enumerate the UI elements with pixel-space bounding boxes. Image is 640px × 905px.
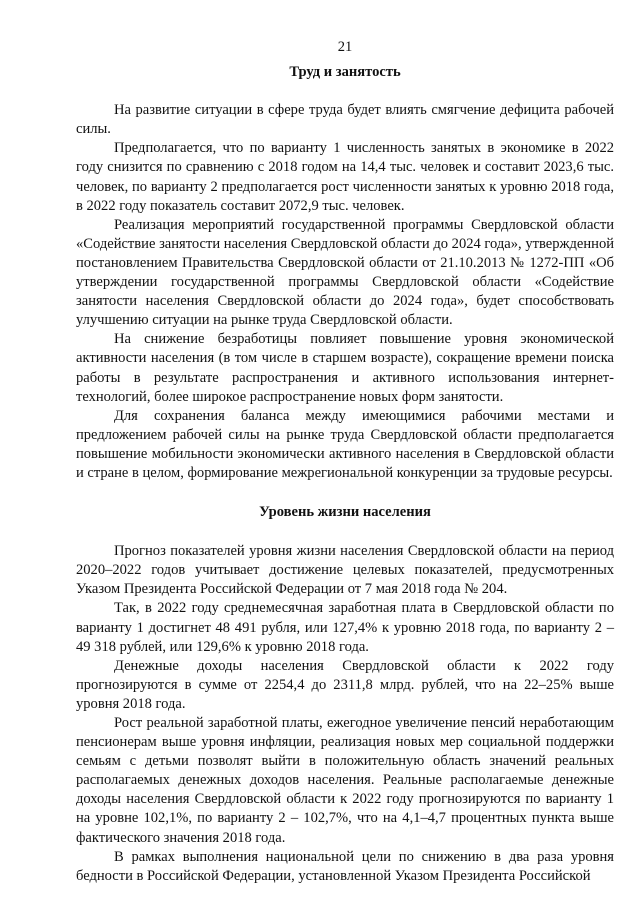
section-title: Труд и занятость: [289, 64, 401, 81]
paragraph: Прогноз показателей уровня жизни населения Свердловской области на период 2020–2022 годов учитывает достижение целевых показателей, предусмотренных Указом Президента Российской Федерации от 7 мая 2018 года № 204.: [76, 543, 614, 598]
paragraph: Денежные доходы населения Свердловской области к 2022 году прогнозируются в сумме от 2254,4 до 2311,8 млрд. рублей, что на 22–25% выше уровня 2018 года.: [76, 657, 614, 712]
paragraph: В рамках выполнения национальной цели по снижению в два раза уровня бедности в Российской Федерации, установленной Указом Президента Российской: [76, 848, 614, 884]
paragraph: Предполагается, что по варианту 1 численность занятых в экономике в 2022 году снизится по сравнению с 2018 годом на 14,4 тыс. человек и составит 2023,6 тыс. человек, по варианту 2 предполагается рост численности занятых к уровню 2018 года, в 2022 году показатель составит 2072,9 тыс. человек.: [76, 140, 614, 214]
page-number: 21: [337, 39, 353, 55]
paragraph: Так, в 2022 году среднемесячная заработная плата в Свердловской области по варианту 1 достигнет 48 491 рубля, или 127,4% к уровню 2018 года, по варианту 2 – 49 318 рублей, или 129,6% к уровню 2018 года.: [76, 600, 614, 655]
paragraph: Для сохранения баланса между имеющимися рабочими местами и предложением рабочей силы на рынке труда Свердловской области предполагается повышение мобильности экономически активного населения в Свердловской области и стране в целом, формирование межрегиональной конкуренции за трудовые ресурсы.: [76, 407, 614, 481]
section-labor-employment: [76, 63, 614, 483]
paragraph: Реализация мероприятий государственной программы Свердловской области «Содействие занятости населения Свердловской области до 2024 года», утвержденной постановлением Правительства Свердловской области от 21.10.2013 № 1272-ПП «Об утверждении государственной программы Свердловской области «Содействие занятости населения Свердловской области до 2024 года», будет способствовать улучшению ситуации на рынке труда Свердловской области.: [76, 216, 614, 329]
section-living-standards: [76, 503, 614, 886]
paragraph: Рост реальной заработной платы, ежегодное увеличение пенсий неработающим пенсионерам выше уровня инфляции, реализация новых мер социальной поддержки семьям с детьми позволят выйти в положительную область значений реальных располагаемых денежных доходов населения. Реальные располагаемые денежные доходы населения Свердловской области к 2022 году прогнозируются по варианту 1 на уровне 102,1%, по варианту 2 – 102,7%, что на 4,1–4,7 процентных пункта выше фактического значения 2018 года.: [76, 715, 614, 846]
section-title: Уровень жизни населения: [259, 504, 431, 521]
paragraph: На снижение безработицы повлияет повышение уровня экономической активности населения (в том числе в старшем возрасте), сокращение времени поиска работы в результате распространения и активного использования интернет-технологий, более широкое распространение новых форм занятости.: [76, 331, 614, 405]
paragraph: На развитие ситуации в сфере труда будет влиять смягчение дефицита рабочей силы.: [76, 102, 614, 138]
